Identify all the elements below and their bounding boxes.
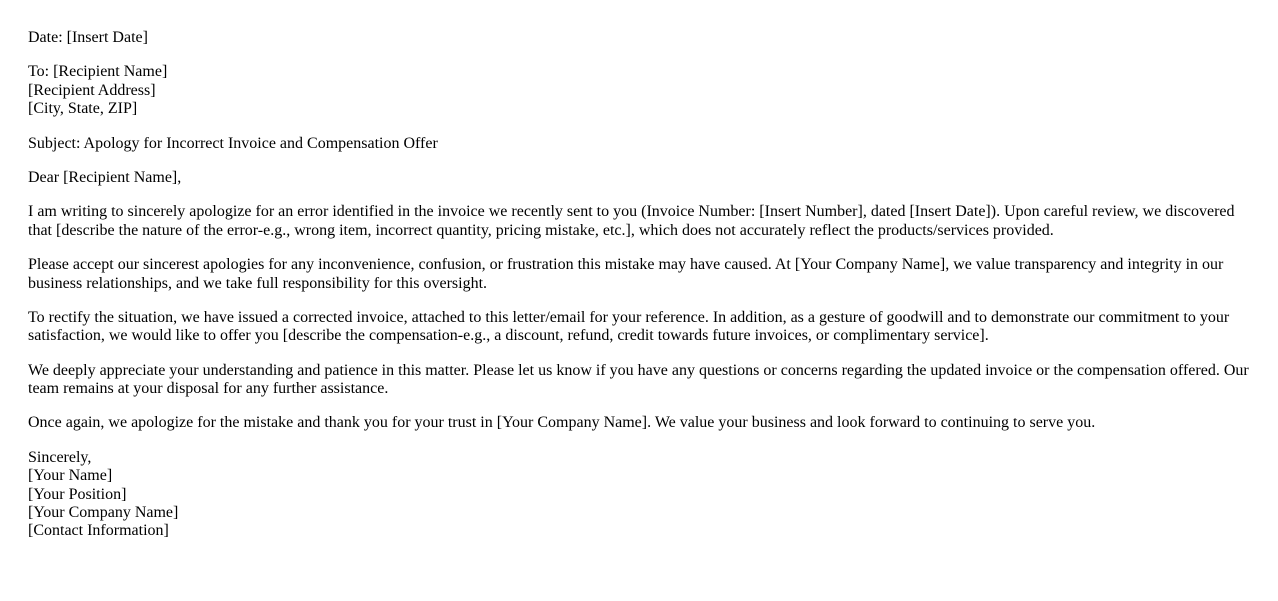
signature-company-line: [Your Company Name] [28, 504, 179, 522]
date-line: Date: [Insert Date] [28, 29, 148, 46]
body-paragraph: Please accept our sincerest apologies for any inconvenience, confusion, or frustration this mistake may have caused. At [Your Company Name], we value transparency and integrity in our business relationships, and we take full responsibility for this oversight. [28, 256, 1224, 292]
body-paragraph: I am writing to sincerely apologize for an error identified in the invoice we recently sent to you (Invoice Number: [Insert Number], dated [Insert Date]). Upon careful review, we discovered that [describe the nature of the error-e.g., wrong item, incorrect quantity, pricing mistake, etc.], which does not accurately reflect the products/services provided. [28, 203, 1235, 239]
salutation: Dear [Recipient Name], [28, 168, 182, 186]
signature-block [28, 449, 1250, 541]
subject-line: Subject: Apology for Incorrect Invoice and Compensation Offer [28, 134, 438, 152]
signature-position-line: [Your Position] [28, 485, 127, 503]
recipient-city-line: [City, State, ZIP] [28, 100, 138, 118]
body-paragraph: We deeply appreciate your understanding and patience in this matter. Please let us know if you have any questions or concerns regarding the updated invoice or the compensation offered. Our team remains at your disposal for any further assistance. [28, 361, 1249, 398]
recipient-block [28, 63, 1250, 118]
signature-name-line: [Your Name] [28, 467, 113, 485]
body-paragraph: Once again, we apologize for the mistake and thank you for your trust in [Your Company Name]. We value your business and look forward to continuing to serve you. [28, 414, 1096, 432]
signature-contact-line: [Contact Information] [28, 522, 169, 540]
recipient-name-line: To: [Recipient Name] [28, 63, 168, 81]
body-paragraph: To rectify the situation, we have issued a corrected invoice, attached to this letter/email for your reference. In addition, as a gesture of goodwill and to demonstrate our commitment to your satisfaction, we would like to offer you [describe the compensation-e.g., a discount, refund, credit towards future invoices, or complimentary service]. [28, 308, 1230, 345]
recipient-address-line: [Recipient Address] [28, 81, 156, 99]
signature-closing-line: Sincerely, [28, 448, 92, 466]
